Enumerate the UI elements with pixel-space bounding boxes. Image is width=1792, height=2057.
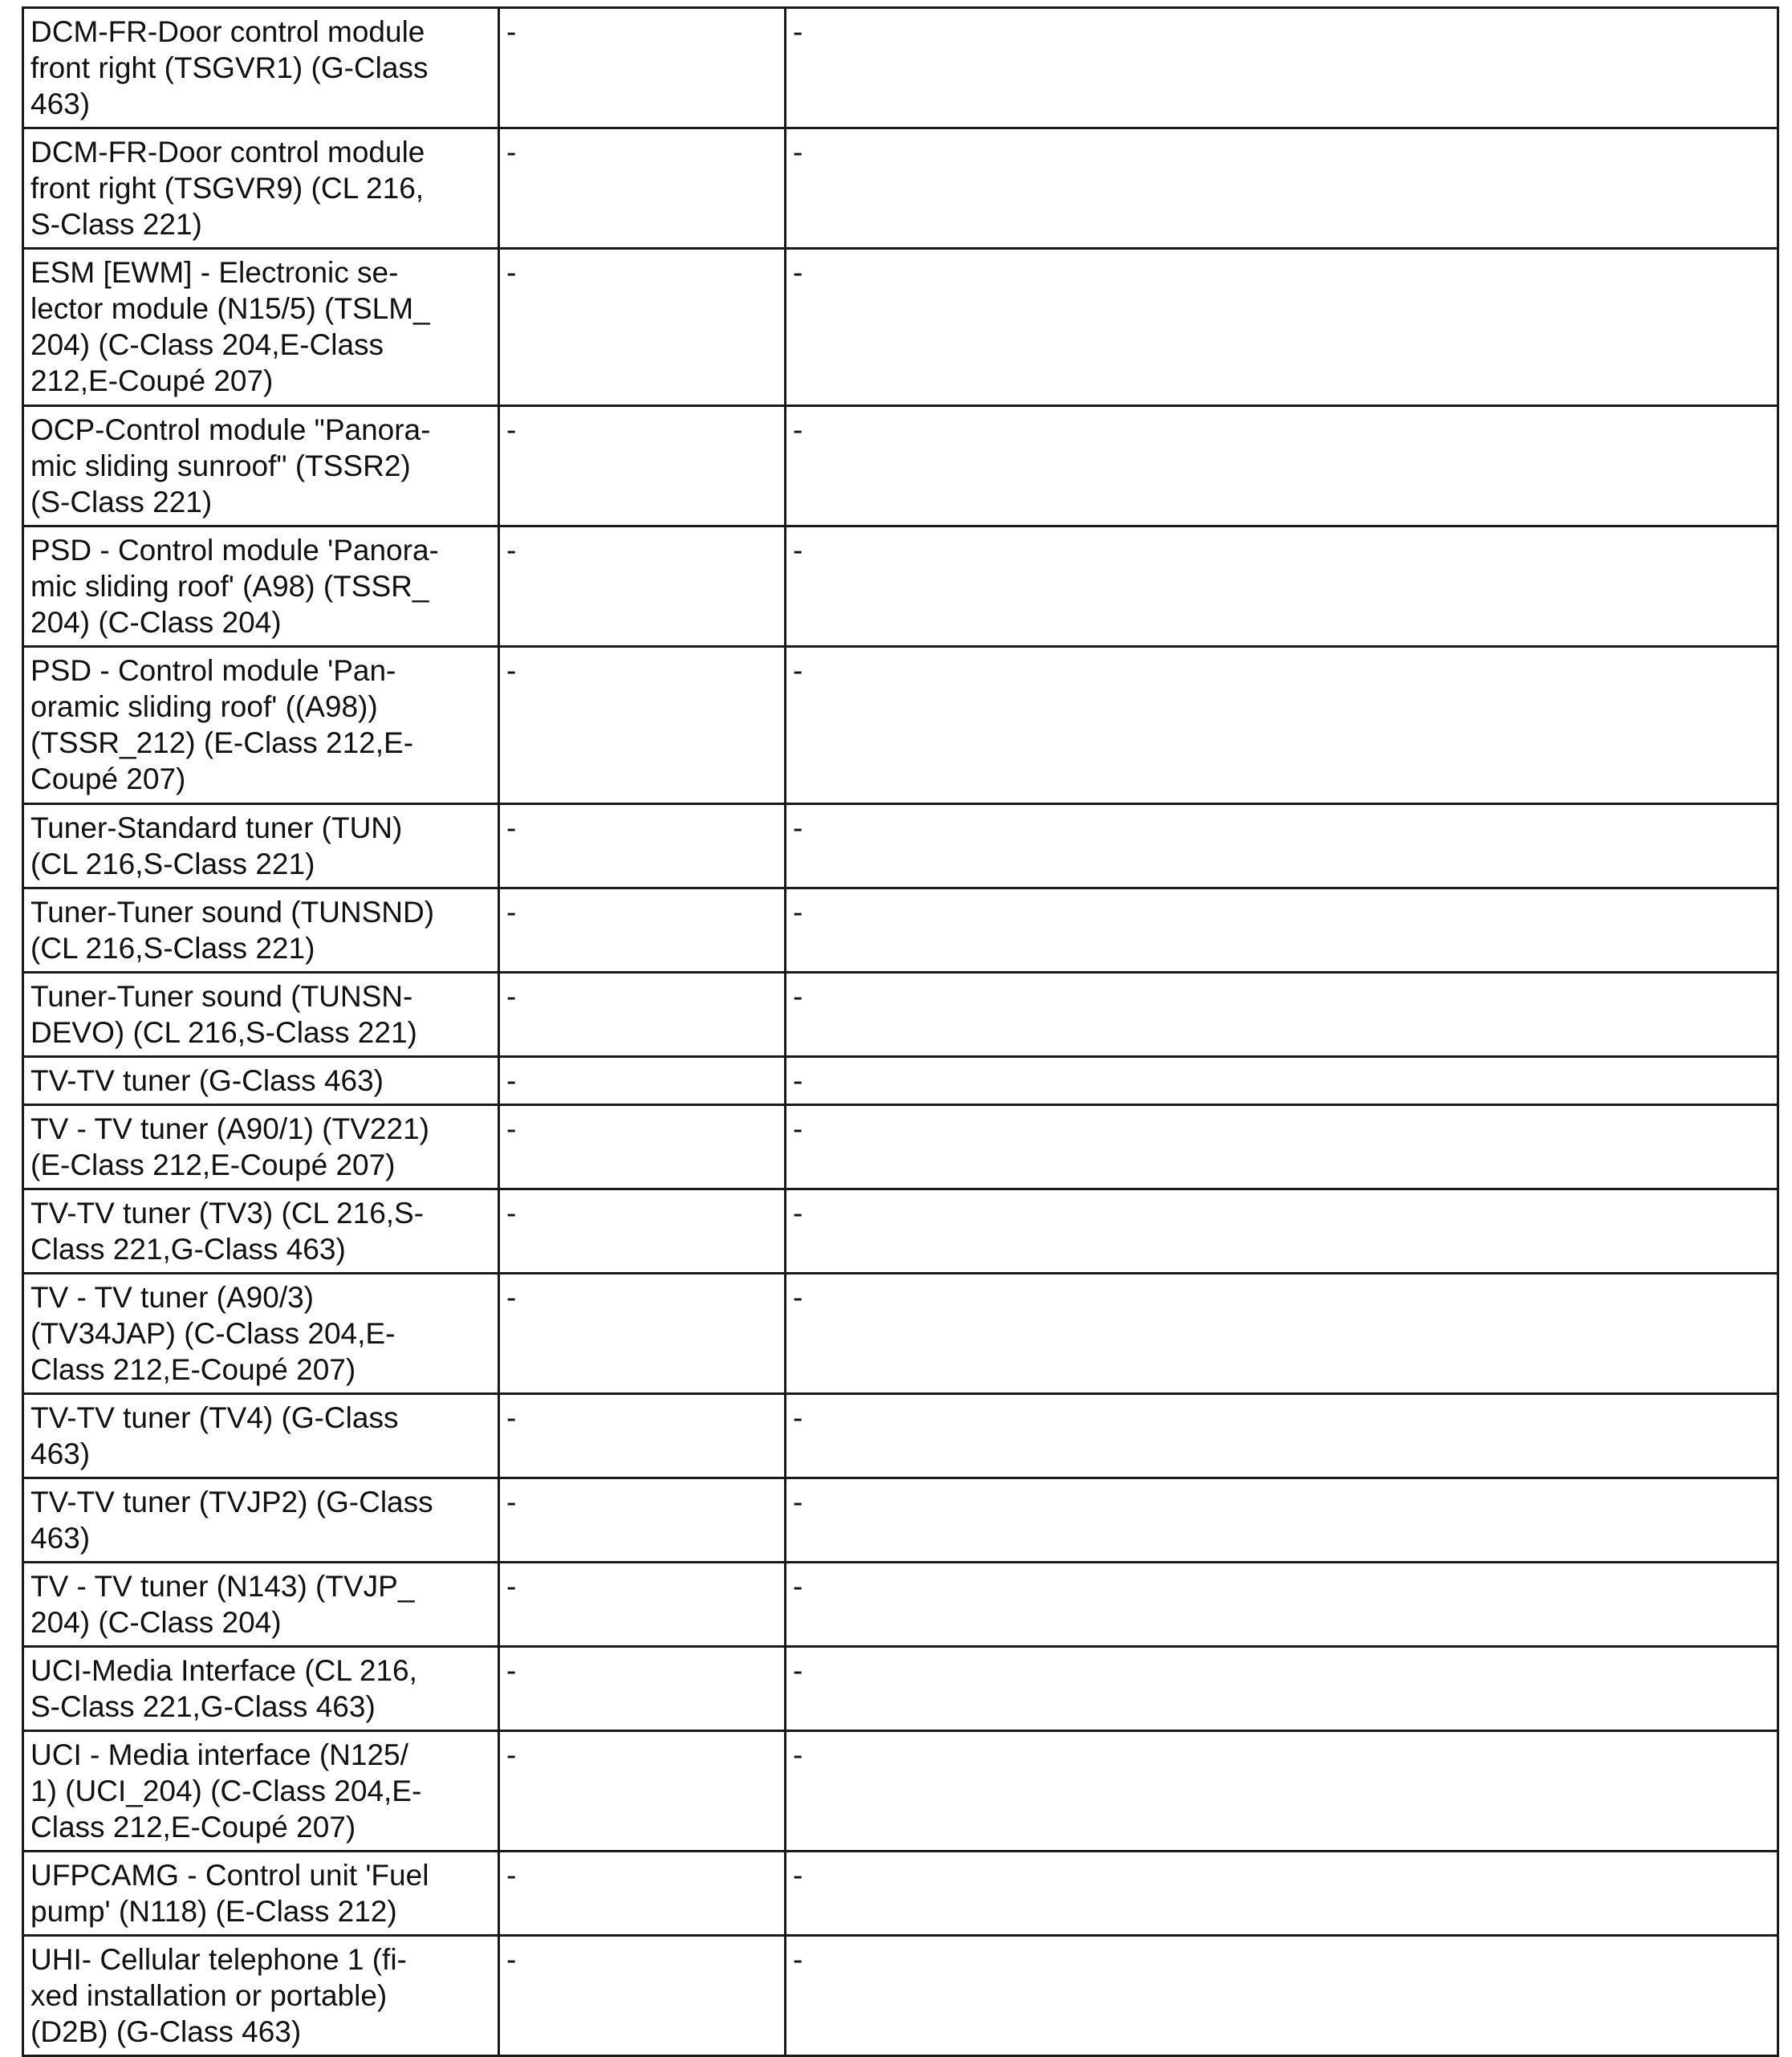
value-column-2: -	[499, 1105, 786, 1189]
module-description: Tuner-Tuner sound (TUNSND) (CL 216,S-Class 221)	[23, 888, 499, 973]
value-column-2: -	[499, 406, 786, 526]
value-column-2: -	[499, 1057, 786, 1105]
table-row	[23, 1189, 1778, 1274]
value-column-3: -	[786, 1852, 1778, 1936]
value-column-3: -	[786, 128, 1778, 249]
table-row	[23, 128, 1778, 249]
value-column-2: -	[499, 1478, 786, 1563]
value-column-3: -	[786, 1563, 1778, 1647]
module-description: TV - TV tuner (A90/3) (TV34JAP) (C-Class 204,E- Class 212,E-Coupé 207)	[23, 1274, 499, 1394]
value-column-2: -	[499, 8, 786, 128]
value-column-3: -	[786, 249, 1778, 406]
value-column-3: -	[786, 1478, 1778, 1563]
table-row	[23, 1105, 1778, 1189]
value-column-2: -	[499, 1852, 786, 1936]
table-row	[23, 1647, 1778, 1731]
value-column-2: -	[499, 647, 786, 804]
table-row	[23, 647, 1778, 804]
table-row	[23, 1936, 1778, 2056]
module-description: UFPCAMG - Control unit 'Fuel pump' (N118) (E-Class 212)	[23, 1852, 499, 1936]
value-column-3: -	[786, 804, 1778, 888]
value-column-2: -	[499, 1394, 786, 1478]
value-column-2: -	[499, 804, 786, 888]
value-column-3: -	[786, 1394, 1778, 1478]
value-column-3: -	[786, 8, 1778, 128]
control-module-table	[22, 6, 1779, 2057]
module-description: UCI - Media interface (N125/ 1) (UCI_204) (C-Class 204,E- Class 212,E-Coupé 207)	[23, 1731, 499, 1852]
value-column-2: -	[499, 1563, 786, 1647]
table-row	[23, 1478, 1778, 1563]
table-row	[23, 804, 1778, 888]
value-column-2: -	[499, 128, 786, 249]
value-column-3: -	[786, 1057, 1778, 1105]
value-column-2: -	[499, 1189, 786, 1274]
value-column-2: -	[499, 1936, 786, 2056]
module-description: DCM-FR-Door control module front right (TSGVR9) (CL 216, S-Class 221)	[23, 128, 499, 249]
table-row	[23, 406, 1778, 526]
module-description: OCP-Control module "Panora- mic sliding sunroof" (TSSR2) (S-Class 221)	[23, 406, 499, 526]
value-column-3: -	[786, 1189, 1778, 1274]
module-description: Tuner-Tuner sound (TUNSN- DEVO) (CL 216,S-Class 221)	[23, 973, 499, 1057]
value-column-3: -	[786, 647, 1778, 804]
table-row	[23, 888, 1778, 973]
value-column-2: -	[499, 1731, 786, 1852]
module-description: UCI-Media Interface (CL 216, S-Class 221,G-Class 463)	[23, 1647, 499, 1731]
table-row	[23, 8, 1778, 128]
table-row	[23, 1394, 1778, 1478]
value-column-2: -	[499, 973, 786, 1057]
value-column-2: -	[499, 249, 786, 406]
module-description: TV-TV tuner (TVJP2) (G-Class 463)	[23, 1478, 499, 1563]
table-row	[23, 249, 1778, 406]
table-row	[23, 1274, 1778, 1394]
table-row	[23, 526, 1778, 647]
value-column-2: -	[499, 888, 786, 973]
value-column-3: -	[786, 1274, 1778, 1394]
module-description: PSD - Control module 'Panora- mic sliding roof' (A98) (TSSR_ 204) (C-Class 204)	[23, 526, 499, 647]
value-column-3: -	[786, 1105, 1778, 1189]
value-column-2: -	[499, 526, 786, 647]
value-column-3: -	[786, 1731, 1778, 1852]
value-column-3: -	[786, 888, 1778, 973]
module-description: TV - TV tuner (N143) (TVJP_ 204) (C-Class 204)	[23, 1563, 499, 1647]
module-description: ESM [EWM] - Electronic se- lector module (N15/5) (TSLM_ 204) (C-Class 204,E-Class 212,E-Coupé 207)	[23, 249, 499, 406]
value-column-3: -	[786, 406, 1778, 526]
value-column-3: -	[786, 526, 1778, 647]
value-column-3: -	[786, 1936, 1778, 2056]
value-column-3: -	[786, 1647, 1778, 1731]
table-row	[23, 973, 1778, 1057]
module-description: DCM-FR-Door control module front right (TSGVR1) (G-Class 463)	[23, 8, 499, 128]
module-description: PSD - Control module 'Pan- oramic sliding roof' ((A98)) (TSSR_212) (E-Class 212,E- Coupé 207)	[23, 647, 499, 804]
value-column-2: -	[499, 1647, 786, 1731]
table-row	[23, 1057, 1778, 1105]
module-description: TV-TV tuner (TV3) (CL 216,S- Class 221,G-Class 463)	[23, 1189, 499, 1274]
module-description: TV-TV tuner (TV4) (G-Class 463)	[23, 1394, 499, 1478]
table-row	[23, 1563, 1778, 1647]
module-description: TV - TV tuner (A90/1) (TV221) (E-Class 212,E-Coupé 207)	[23, 1105, 499, 1189]
module-description: Tuner-Standard tuner (TUN) (CL 216,S-Class 221)	[23, 804, 499, 888]
table-row	[23, 1852, 1778, 1936]
module-description: UHI- Cellular telephone 1 (fi- xed installation or portable) (D2B) (G-Class 463)	[23, 1936, 499, 2056]
module-description: TV-TV tuner (G-Class 463)	[23, 1057, 499, 1105]
value-column-2: -	[499, 1274, 786, 1394]
value-column-3: -	[786, 973, 1778, 1057]
table-row	[23, 1731, 1778, 1852]
